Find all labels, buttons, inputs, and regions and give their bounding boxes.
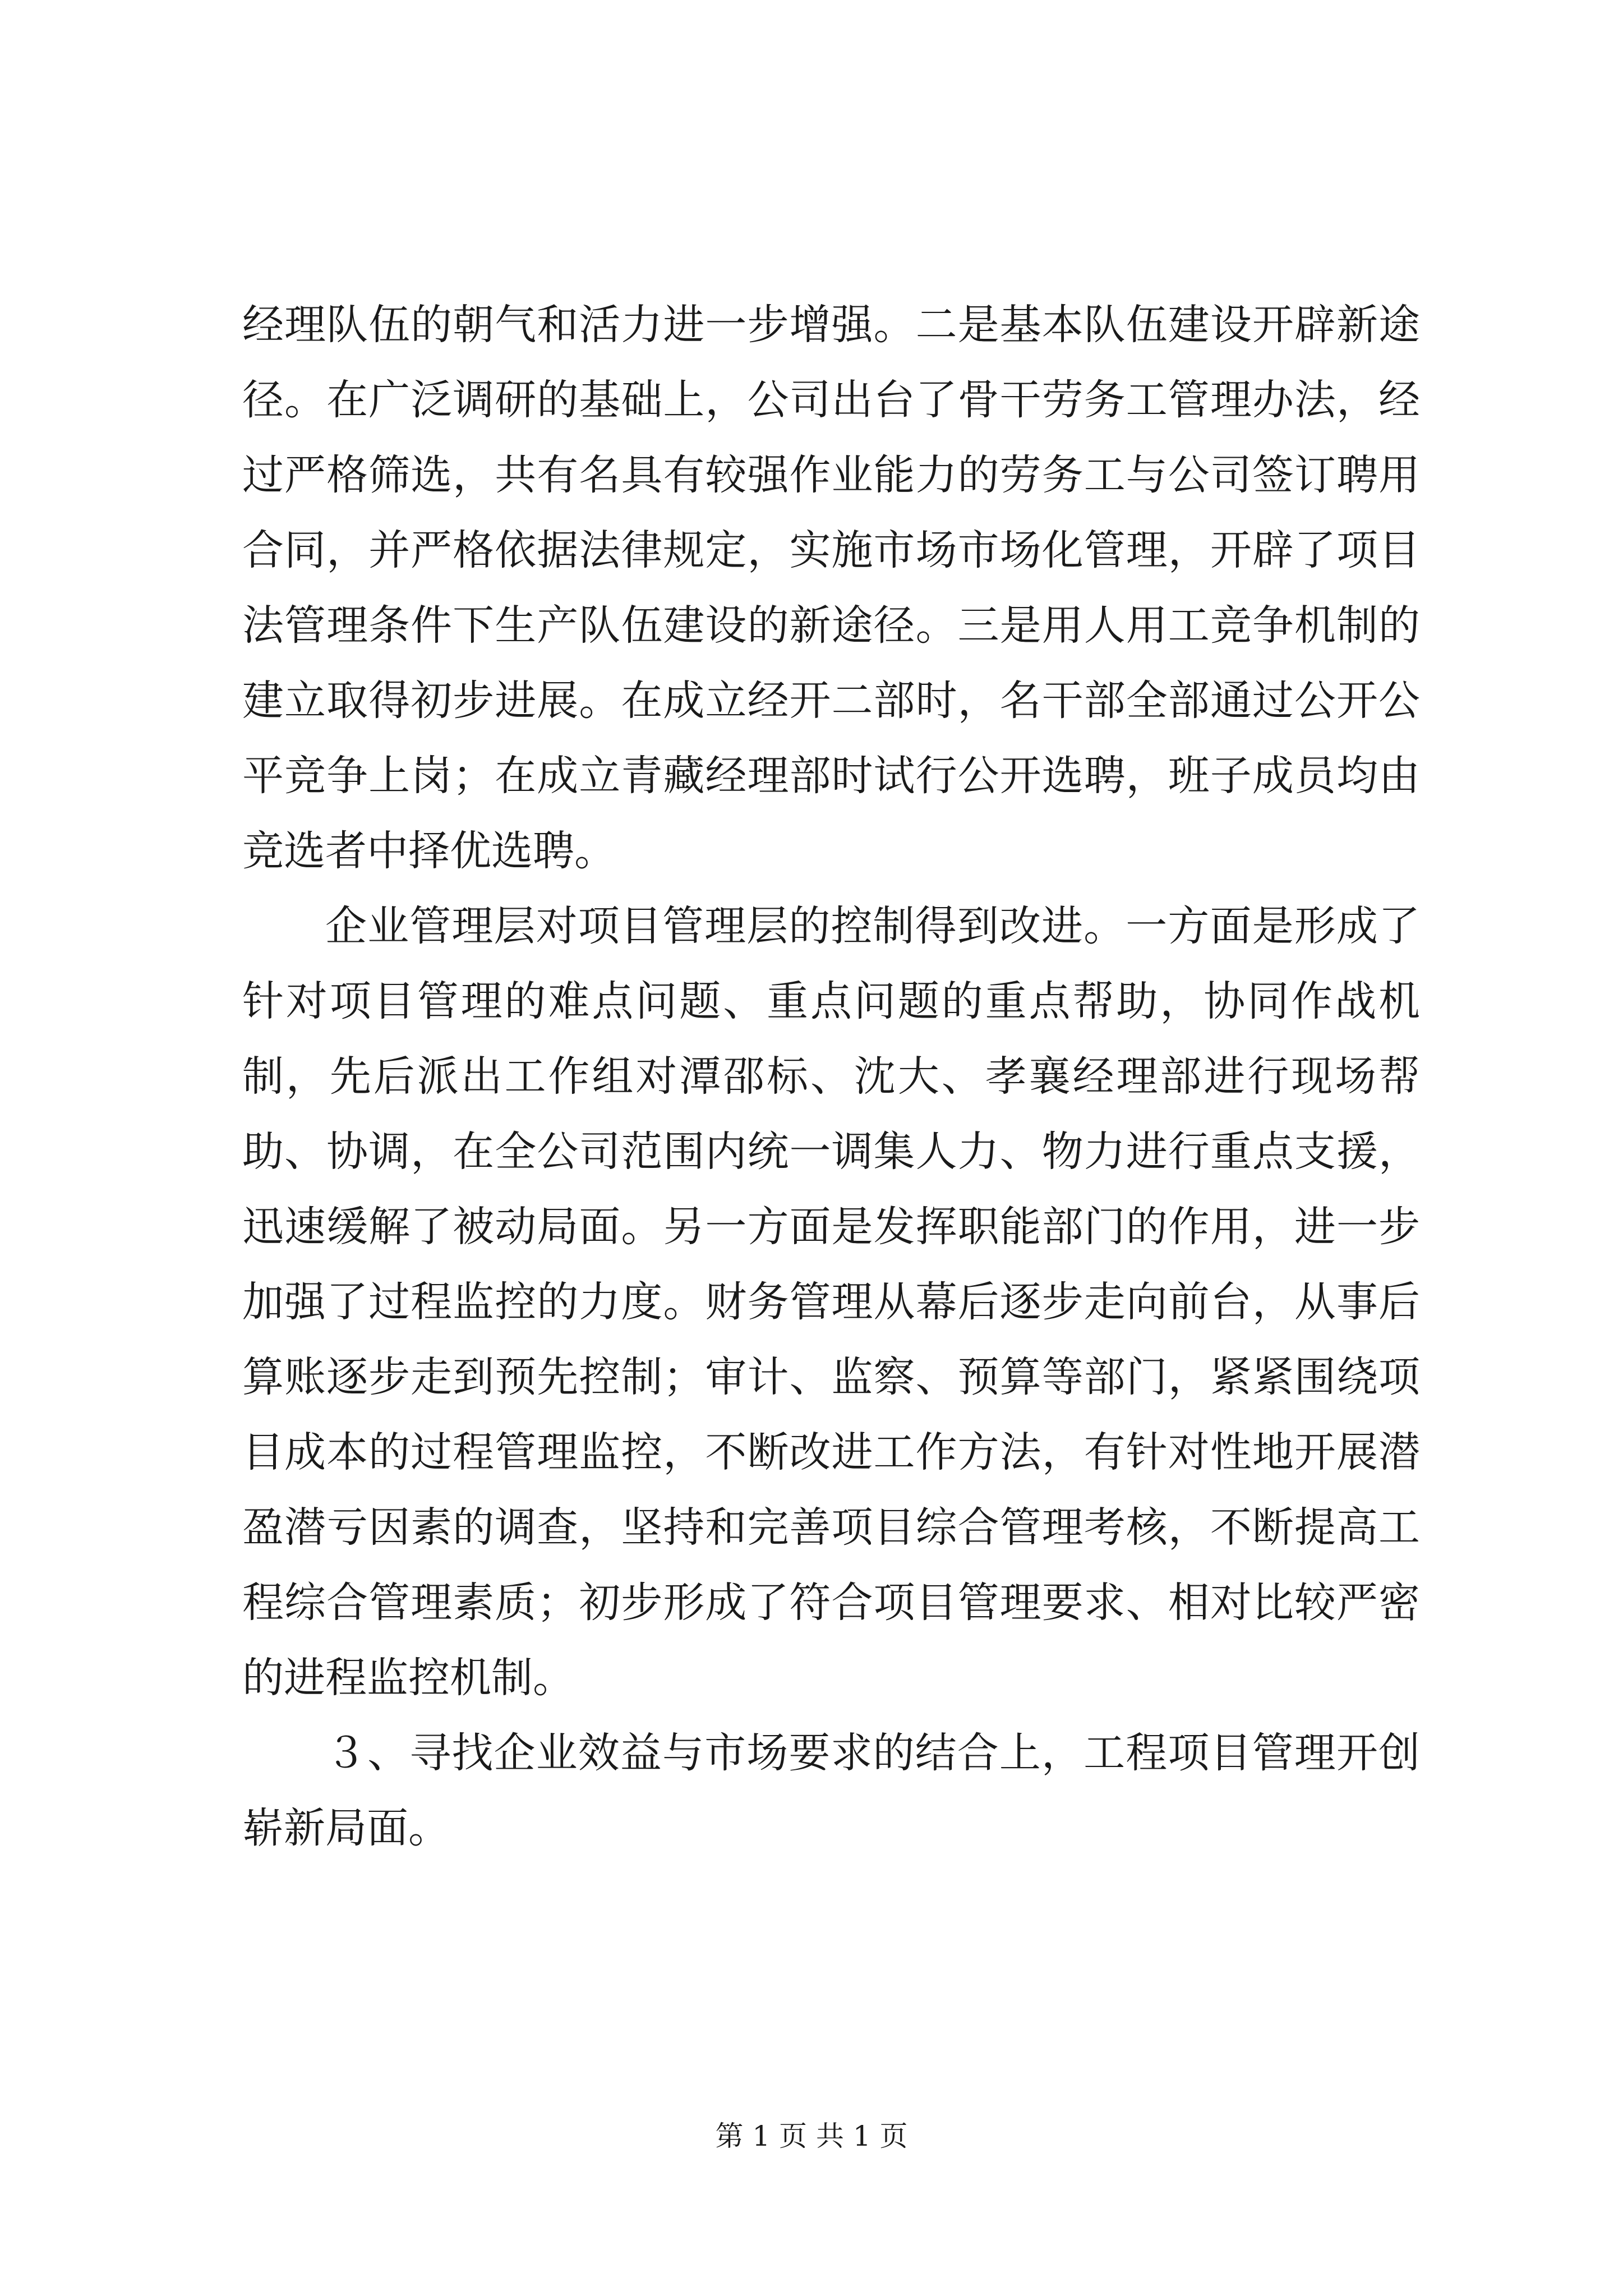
document-body: [242, 287, 1420, 1866]
paragraph-1: 经理队伍的朝气和活力进一步增强。二是基本队伍建设开辟新途径。在广泛调研的基础上，公司出台了骨干劳务工管理办法，经过严格筛选，共有名具有较强作业能力的劳务工与公司签订聘用合同，并严格依据法律规定，实施市场市场化管理，开辟了项目法管理条件下生产队伍建设的新途径。三是用人用工竞争机制的建立取得初步进展。在成立经开二部时，名干部全部通过公开公平竞争上岗；在成立青藏经理部时试行公开选聘，班子成员均由竞选者中择优选聘。: [242, 301, 1420, 875]
paragraph-3: ３、寻找企业效益与市场要求的结合上，工程项目管理开创崭新局面。: [242, 1729, 1420, 1852]
paragraph-2: 企业管理层对项目管理层的控制得到改进。一方面是形成了针对项目管理的难点问题、重点问题的重点帮助，协同作战机制，先后派出工作组对潭邵标、沈大、孝襄经理部进行现场帮助、协调，在全公司范围内统一调集人力、物力进行重点支援，迅速缓解了被动局面。另一方面是发挥职能部门的作用，进一步加强了过程监控的力度。财务管理从幕后逐步走向前台，从事后算账逐步走到预先控制；审计、监察、预算等部门，紧紧围绕项目成本的过程管理监控，不断改进工作方法，有针对性地开展潜盈潜亏因素的调查，坚持和完善项目综合管理考核，不断提高工程综合管理素质；初步形成了符合项目管理要求、相对比较严密的进程监控机制。: [242, 902, 1420, 1702]
page-footer: 第 1 页 共 1 页: [715, 2120, 908, 2152]
